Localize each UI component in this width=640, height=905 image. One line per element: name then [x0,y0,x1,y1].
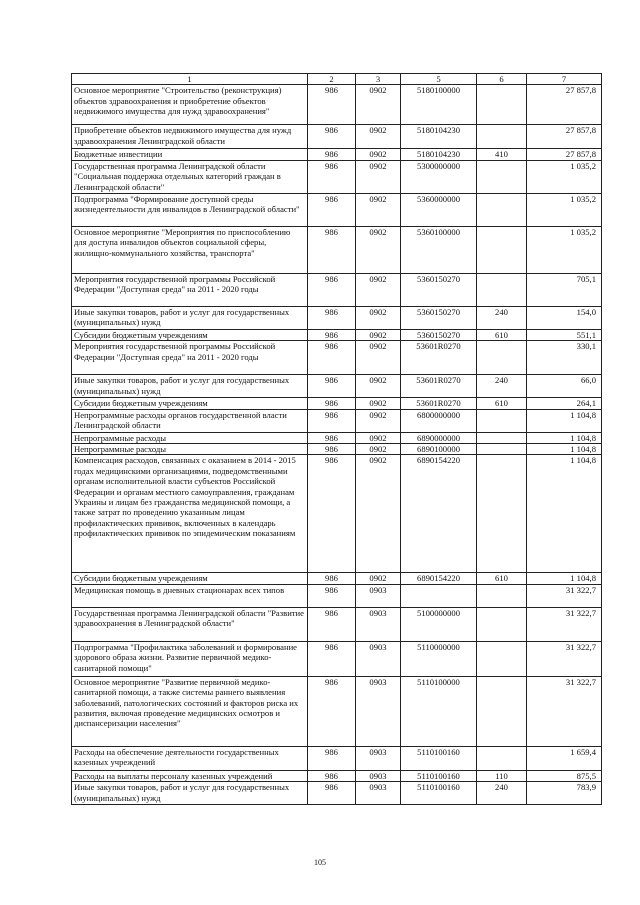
cell-ved: 986 [308,160,356,193]
cell-vr: 610 [477,573,527,584]
cell-vr [477,584,527,607]
cell-vr: 240 [477,306,527,329]
cell-csr: 5360150270 [401,306,477,329]
cell-csr: 5110100160 [401,770,477,781]
cell-ved: 986 [308,782,356,805]
table-header-row [72,74,602,85]
cell-ved: 986 [308,375,356,398]
cell-rzpr: 0903 [356,641,401,676]
header-col-3: 3 [356,74,401,85]
table-row [72,444,602,455]
cell-csr [401,584,477,607]
cell-vr: 610 [477,398,527,409]
table-row [72,782,602,805]
table-row [72,273,602,306]
cell-csr: 6890000000 [401,432,477,443]
cell-sum: 27 857,8 [527,149,602,160]
cell-rzpr: 0902 [356,455,401,573]
page-number: 105 [314,858,326,867]
cell-name: Мероприятия государственной программы Российской Федерации "Доступная среда" на 2011 - 2020 годы [72,273,308,306]
cell-name: Приобретение объектов недвижимого имущества для нужд здравоохранения Ленинградской области [72,125,308,149]
table-row [72,149,602,160]
cell-rzpr: 0902 [356,329,401,340]
table-row [72,85,602,125]
cell-vr [477,409,527,432]
cell-csr: 5180104230 [401,149,477,160]
cell-rzpr: 0902 [356,226,401,273]
cell-rzpr: 0902 [356,306,401,329]
cell-sum: 875,5 [527,770,602,781]
cell-ved: 986 [308,455,356,573]
cell-vr [477,607,527,641]
cell-ved: 986 [308,329,356,340]
cell-name: Субсидии бюджетным учреждениям [72,329,308,340]
cell-rzpr: 0902 [356,125,401,149]
table-row [72,607,602,641]
cell-vr [477,125,527,149]
cell-name: Основное мероприятие "Мероприятия по приспособлению для доступа инвалидов объектов социальной сферы, жилищно-коммунального хозяйства, транспорта" [72,226,308,273]
cell-csr: 5360100000 [401,226,477,273]
cell-csr: 5180104230 [401,125,477,149]
cell-name: Непрограммные расходы органов государственной власти Ленинградской области [72,409,308,432]
cell-name: Субсидии бюджетным учреждениям [72,398,308,409]
table-row [72,573,602,584]
cell-name: Основное мероприятие "Развитие первичной медико-санитарной помощи, а также системы раннего выявления заболеваний, патологических состояний и факторов риска их развития, включая проведение медицинских осмотров и диспансеризации населения" [72,676,308,746]
cell-csr: 6890154220 [401,455,477,573]
cell-name: Подпрограмма "Формирование доступной среды жизнедеятельности для инвалидов в Ленинградской области" [72,193,308,226]
cell-rzpr: 0902 [356,193,401,226]
table-row [72,125,602,149]
cell-rzpr: 0902 [356,85,401,125]
cell-sum: 31 322,7 [527,641,602,676]
cell-name: Непрограммные расходы [72,432,308,443]
cell-rzpr: 0903 [356,584,401,607]
cell-name: Субсидии бюджетным учреждениям [72,573,308,584]
cell-csr: 53601R0270 [401,398,477,409]
cell-rzpr: 0902 [356,444,401,455]
cell-rzpr: 0903 [356,676,401,746]
cell-vr [477,160,527,193]
cell-csr: 5110100160 [401,782,477,805]
cell-sum: 1 035,2 [527,193,602,226]
cell-sum: 1 104,8 [527,444,602,455]
cell-name: Мероприятия государственной программы Российской Федерации "Доступная среда" на 2011 - 2020 годы [72,341,308,375]
cell-csr: 5360150270 [401,329,477,340]
cell-vr: 410 [477,149,527,160]
cell-ved: 986 [308,444,356,455]
cell-csr: 5110000000 [401,641,477,676]
cell-sum: 1 035,2 [527,160,602,193]
cell-ved: 986 [308,573,356,584]
cell-ved: 986 [308,432,356,443]
cell-ved: 986 [308,125,356,149]
cell-vr [477,193,527,226]
cell-rzpr: 0902 [356,398,401,409]
cell-sum: 1 104,8 [527,432,602,443]
cell-ved: 986 [308,193,356,226]
table-row [72,375,602,398]
cell-rzpr: 0902 [356,409,401,432]
cell-vr [477,273,527,306]
cell-sum: 1 104,8 [527,455,602,573]
budget-table-sheet [71,73,601,805]
cell-ved: 986 [308,746,356,770]
cell-vr [477,444,527,455]
cell-csr: 5300000000 [401,160,477,193]
cell-vr [477,226,527,273]
cell-rzpr: 0902 [356,160,401,193]
table-row [72,455,602,573]
cell-vr [477,85,527,125]
cell-vr [477,676,527,746]
cell-vr: 240 [477,782,527,805]
table-row [72,409,602,432]
cell-vr: 610 [477,329,527,340]
cell-rzpr: 0902 [356,432,401,443]
table-body [72,85,602,805]
cell-ved: 986 [308,641,356,676]
cell-ved: 986 [308,398,356,409]
cell-sum: 1 104,8 [527,409,602,432]
cell-sum: 1 659,4 [527,746,602,770]
cell-csr: 5100000000 [401,607,477,641]
cell-sum: 27 857,8 [527,125,602,149]
table-row [72,746,602,770]
cell-sum: 31 322,7 [527,676,602,746]
table-row [72,770,602,781]
cell-vr: 240 [477,375,527,398]
cell-rzpr: 0902 [356,375,401,398]
cell-vr: 110 [477,770,527,781]
cell-ved: 986 [308,770,356,781]
cell-name: Иные закупки товаров, работ и услуг для государственных (муниципальных) нужд [72,306,308,329]
table-row [72,160,602,193]
cell-name: Иные закупки товаров, работ и услуг для государственных (муниципальных) нужд [72,782,308,805]
cell-ved: 986 [308,584,356,607]
cell-csr: 53601R0270 [401,375,477,398]
cell-ved: 986 [308,273,356,306]
cell-ved: 986 [308,409,356,432]
cell-rzpr: 0903 [356,607,401,641]
table-row [72,641,602,676]
cell-rzpr: 0903 [356,770,401,781]
cell-name: Непрограммные расходы [72,444,308,455]
cell-rzpr: 0902 [356,341,401,375]
header-col-6: 6 [477,74,527,85]
cell-sum: 31 322,7 [527,607,602,641]
table-row [72,226,602,273]
cell-csr: 5360000000 [401,193,477,226]
cell-csr: 5110100160 [401,746,477,770]
cell-name: Иные закупки товаров, работ и услуг для государственных (муниципальных) нужд [72,375,308,398]
header-col-5: 5 [401,74,477,85]
cell-name: Бюджетные инвестиции [72,149,308,160]
table-row [72,398,602,409]
table-row [72,329,602,340]
cell-vr [477,641,527,676]
table-row [72,193,602,226]
cell-ved: 986 [308,226,356,273]
cell-sum: 1 035,2 [527,226,602,273]
cell-csr: 6890154220 [401,573,477,584]
cell-csr: 6890100000 [401,444,477,455]
table-row [72,676,602,746]
cell-name: Расходы на выплаты персоналу казенных учреждений [72,770,308,781]
cell-name: Медицинская помощь в дневных стационарах всех типов [72,584,308,607]
table-row [72,584,602,607]
cell-name: Расходы на обеспечение деятельности государственных казенных учреждений [72,746,308,770]
cell-name: Государственная программа Ленинградской области "Социальная поддержка отдельных категорий граждан в Ленинградской области" [72,160,308,193]
cell-vr [477,746,527,770]
cell-ved: 986 [308,306,356,329]
cell-rzpr: 0903 [356,746,401,770]
cell-vr [477,455,527,573]
cell-rzpr: 0902 [356,273,401,306]
cell-sum: 705,1 [527,273,602,306]
cell-name: Основное мероприятие "Строительство (реконструкция) объектов здравоохранения и приобретение объектов недвижимого имущества для нужд здравоохранения" [72,85,308,125]
cell-ved: 986 [308,85,356,125]
cell-ved: 986 [308,341,356,375]
cell-csr: 5110100000 [401,676,477,746]
cell-sum: 66,0 [527,375,602,398]
cell-sum: 551,1 [527,329,602,340]
cell-ved: 986 [308,149,356,160]
cell-sum: 1 104,8 [527,573,602,584]
cell-sum: 264,1 [527,398,602,409]
header-col-2: 2 [308,74,356,85]
header-col-7: 7 [527,74,602,85]
cell-csr: 5180100000 [401,85,477,125]
cell-csr: 6800000000 [401,409,477,432]
cell-sum: 783,9 [527,782,602,805]
cell-csr: 5360150270 [401,273,477,306]
header-col-1: 1 [72,74,308,85]
table-row [72,432,602,443]
cell-sum: 330,1 [527,341,602,375]
cell-rzpr: 0902 [356,573,401,584]
cell-rzpr: 0902 [356,149,401,160]
cell-name: Компенсация расходов, связанных с оказанием в 2014 - 2015 годах медицинскими организациями, подведомственными органам исполнительной власти субъектов Российской Федерации и органам местного самоуправления, гражданам Украины и лицам без гражданства медицинской помощи, а также затрат по проведению указанным лицам профилактических прививок, включенных в календарь профилактических прививок по эпидемическим показаниям [72,455,308,573]
budget-table [71,73,602,805]
cell-sum: 27 857,8 [527,85,602,125]
cell-sum: 31 322,7 [527,584,602,607]
cell-rzpr: 0903 [356,782,401,805]
cell-csr: 53601R0270 [401,341,477,375]
table-row [72,341,602,375]
cell-sum: 154,0 [527,306,602,329]
cell-vr [477,432,527,443]
cell-name: Государственная программа Ленинградской области "Развитие здравоохранения в Ленинградской области" [72,607,308,641]
cell-vr [477,341,527,375]
cell-name: Подпрограмма "Профилактика заболеваний и формирование здорового образа жизни. Развитие первичной медико-санитарной помощи" [72,641,308,676]
table-row [72,306,602,329]
cell-ved: 986 [308,607,356,641]
cell-ved: 986 [308,676,356,746]
